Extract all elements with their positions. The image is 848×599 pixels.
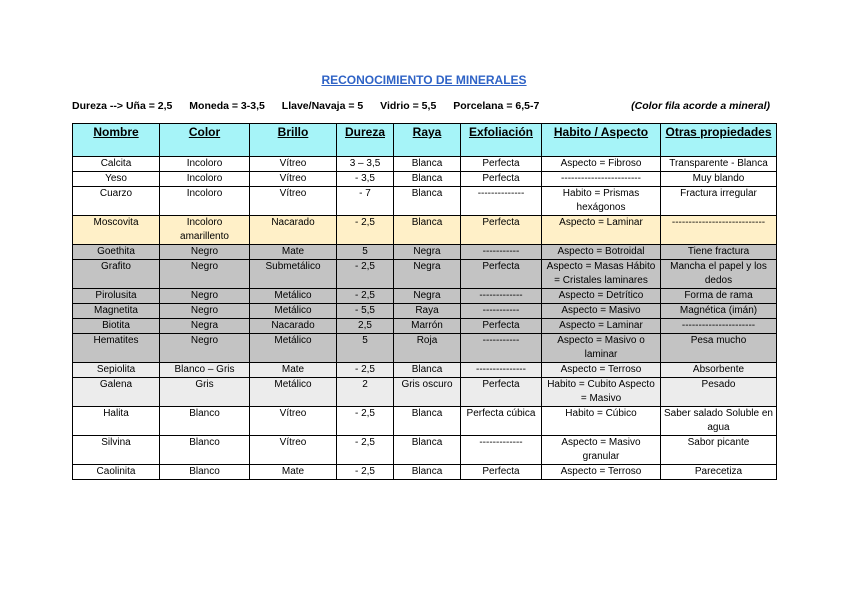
scale-item: Llave/Navaja = 5 — [281, 100, 364, 112]
header-row — [73, 124, 777, 157]
cell-otras: Sabor picante — [661, 436, 777, 465]
cell-nombre: Calcita — [73, 157, 160, 172]
cell-color: Negra — [160, 319, 250, 334]
cell-brillo: Vítreo — [250, 157, 337, 172]
cell-dureza: - 2,5 — [337, 407, 394, 436]
cell-exfoliacion: Perfecta — [461, 216, 542, 245]
table-row — [73, 436, 777, 465]
cell-raya: Blanca — [394, 407, 461, 436]
cell-brillo: Mate — [250, 465, 337, 480]
cell-color: Negro — [160, 289, 250, 304]
cell-nombre: Halita — [73, 407, 160, 436]
cell-brillo: Metálico — [250, 334, 337, 363]
cell-nombre: Galena — [73, 378, 160, 407]
cell-dureza: - 2,5 — [337, 465, 394, 480]
cell-dureza: 5 — [337, 245, 394, 260]
cell-exfoliacion: Perfecta — [461, 260, 542, 289]
table-row — [73, 216, 777, 245]
cell-raya: Blanca — [394, 436, 461, 465]
cell-brillo: Vítreo — [250, 187, 337, 216]
cell-exfoliacion: ----------- — [461, 245, 542, 260]
cell-nombre: Sepiolita — [73, 363, 160, 378]
cell-brillo: Metálico — [250, 378, 337, 407]
cell-raya: Roja — [394, 334, 461, 363]
cell-color: Incoloro amarillento — [160, 216, 250, 245]
table-row — [73, 334, 777, 363]
cell-dureza: - 2,5 — [337, 216, 394, 245]
table-row — [73, 465, 777, 480]
cell-raya: Raya — [394, 304, 461, 319]
cell-otras: Absorbente — [661, 363, 777, 378]
cell-raya: Blanca — [394, 187, 461, 216]
scale-item: Moneda = 3-3,5 — [189, 100, 265, 112]
cell-otras: Muy blando — [661, 172, 777, 187]
cell-color: Blanco – Gris — [160, 363, 250, 378]
scale-item: Vidrio = 5,5 — [380, 100, 437, 112]
cell-brillo: Nacarado — [250, 319, 337, 334]
cell-raya: Negra — [394, 289, 461, 304]
cell-exfoliacion: ----------- — [461, 304, 542, 319]
cell-exfoliacion: Perfecta — [461, 465, 542, 480]
cell-raya: Blanca — [394, 465, 461, 480]
cell-dureza: 2 — [337, 378, 394, 407]
table-row — [73, 304, 777, 319]
color-note: (Color fila acorde a mineral) — [631, 100, 770, 112]
cell-color: Blanco — [160, 407, 250, 436]
cell-habito: Aspecto = Masivo o laminar — [542, 334, 661, 363]
header-otras: Otras propiedades — [661, 124, 777, 157]
header-habito: Habito / Aspecto — [542, 124, 661, 157]
cell-habito: Aspecto = Fibroso — [542, 157, 661, 172]
cell-exfoliacion: ----------- — [461, 334, 542, 363]
cell-habito: Aspecto = Terroso — [542, 465, 661, 480]
table-row — [73, 363, 777, 378]
cell-color: Negro — [160, 260, 250, 289]
cell-dureza: - 2,5 — [337, 436, 394, 465]
table-row — [73, 172, 777, 187]
cell-raya: Negra — [394, 245, 461, 260]
cell-brillo: Mate — [250, 245, 337, 260]
cell-brillo: Vítreo — [250, 436, 337, 465]
header-dureza: Dureza — [337, 124, 394, 157]
cell-nombre: Caolinita — [73, 465, 160, 480]
cell-habito: Aspecto = Botroidal — [542, 245, 661, 260]
cell-raya: Gris oscuro — [394, 378, 461, 407]
cell-habito: Aspecto = Masas Hábito = Cristales laminares — [542, 260, 661, 289]
cell-brillo: Submetálico — [250, 260, 337, 289]
cell-brillo: Mate — [250, 363, 337, 378]
cell-brillo: Vítreo — [250, 407, 337, 436]
cell-habito: Aspecto = Masivo — [542, 304, 661, 319]
header-color: Color — [160, 124, 250, 157]
table-row — [73, 260, 777, 289]
page-title: RECONOCIMIENTO DE MINERALES — [321, 73, 527, 87]
cell-dureza: - 2,5 — [337, 260, 394, 289]
cell-nombre: Biotita — [73, 319, 160, 334]
cell-exfoliacion: ------------- — [461, 436, 542, 465]
table-row — [73, 319, 777, 334]
cell-exfoliacion: -------------- — [461, 187, 542, 216]
cell-color: Blanco — [160, 465, 250, 480]
cell-exfoliacion: --------------- — [461, 363, 542, 378]
cell-otras: Parecetiza — [661, 465, 777, 480]
cell-raya: Marrón — [394, 319, 461, 334]
hardness-scale — [72, 100, 770, 112]
cell-otras: Saber salado Soluble en agua — [661, 407, 777, 436]
header-brillo: Brillo — [250, 124, 337, 157]
cell-brillo: Vítreo — [250, 172, 337, 187]
cell-otras: Tiene fractura — [661, 245, 777, 260]
table-body — [73, 157, 777, 480]
cell-raya: Blanca — [394, 172, 461, 187]
cell-nombre: Goethita — [73, 245, 160, 260]
cell-habito: Aspecto = Masivo granular — [542, 436, 661, 465]
cell-exfoliacion: Perfecta — [461, 378, 542, 407]
cell-color: Incoloro — [160, 172, 250, 187]
cell-dureza: - 2,5 — [337, 289, 394, 304]
cell-otras: Fractura irregular — [661, 187, 777, 216]
scale-item: Dureza --> Uña = 2,5 — [72, 100, 173, 112]
cell-raya: Negra — [394, 260, 461, 289]
table-row — [73, 289, 777, 304]
cell-dureza: - 3,5 — [337, 172, 394, 187]
cell-color: Blanco — [160, 436, 250, 465]
cell-exfoliacion: Perfecta cúbica — [461, 407, 542, 436]
header-exfoliacion: Exfoliación — [461, 124, 542, 157]
header-nombre: Nombre — [73, 124, 160, 157]
table-row — [73, 378, 777, 407]
cell-otras: Magnética (imán) — [661, 304, 777, 319]
table-row — [73, 407, 777, 436]
cell-habito: Aspecto = Detrítico — [542, 289, 661, 304]
cell-nombre: Magnetita — [73, 304, 160, 319]
cell-otras: ---------------------- — [661, 319, 777, 334]
cell-habito: Aspecto = Laminar — [542, 216, 661, 245]
cell-dureza: 3 – 3,5 — [337, 157, 394, 172]
cell-otras: Pesa mucho — [661, 334, 777, 363]
cell-dureza: - 2,5 — [337, 363, 394, 378]
cell-otras: ---------------------------- — [661, 216, 777, 245]
cell-exfoliacion: ------------- — [461, 289, 542, 304]
cell-otras: Pesado — [661, 378, 777, 407]
cell-dureza: 5 — [337, 334, 394, 363]
cell-exfoliacion: Perfecta — [461, 172, 542, 187]
cell-otras: Mancha el papel y los dedos — [661, 260, 777, 289]
table-row — [73, 187, 777, 216]
cell-brillo: Metálico — [250, 304, 337, 319]
table-row — [73, 245, 777, 260]
cell-color: Negro — [160, 304, 250, 319]
table-row — [73, 157, 777, 172]
cell-habito: Habito = Cúbico — [542, 407, 661, 436]
cell-color: Negro — [160, 245, 250, 260]
cell-habito: Habito = Prismas hexágonos — [542, 187, 661, 216]
cell-habito: Aspecto = Terroso — [542, 363, 661, 378]
cell-dureza: - 7 — [337, 187, 394, 216]
cell-nombre: Pirolusita — [73, 289, 160, 304]
cell-raya: Blanca — [394, 363, 461, 378]
cell-otras: Transparente - Blanca — [661, 157, 777, 172]
cell-dureza: - 5,5 — [337, 304, 394, 319]
cell-nombre: Grafito — [73, 260, 160, 289]
cell-habito: Habito = Cubito Aspecto = Masivo — [542, 378, 661, 407]
cell-nombre: Moscovita — [73, 216, 160, 245]
cell-raya: Blanca — [394, 157, 461, 172]
cell-brillo: Metálico — [250, 289, 337, 304]
cell-nombre: Hematites — [73, 334, 160, 363]
minerals-table — [72, 123, 777, 480]
cell-exfoliacion: Perfecta — [461, 157, 542, 172]
cell-raya: Blanca — [394, 216, 461, 245]
scale-item: Porcelana = 6,5-7 — [453, 100, 540, 112]
cell-habito: Aspecto = Laminar — [542, 319, 661, 334]
cell-color: Negro — [160, 334, 250, 363]
cell-nombre: Yeso — [73, 172, 160, 187]
cell-color: Incoloro — [160, 187, 250, 216]
cell-color: Incoloro — [160, 157, 250, 172]
cell-brillo: Nacarado — [250, 216, 337, 245]
cell-otras: Forma de rama — [661, 289, 777, 304]
cell-habito: ------------------------ — [542, 172, 661, 187]
cell-exfoliacion: Perfecta — [461, 319, 542, 334]
cell-nombre: Cuarzo — [73, 187, 160, 216]
cell-nombre: Silvina — [73, 436, 160, 465]
cell-dureza: 2,5 — [337, 319, 394, 334]
cell-color: Gris — [160, 378, 250, 407]
header-raya: Raya — [394, 124, 461, 157]
